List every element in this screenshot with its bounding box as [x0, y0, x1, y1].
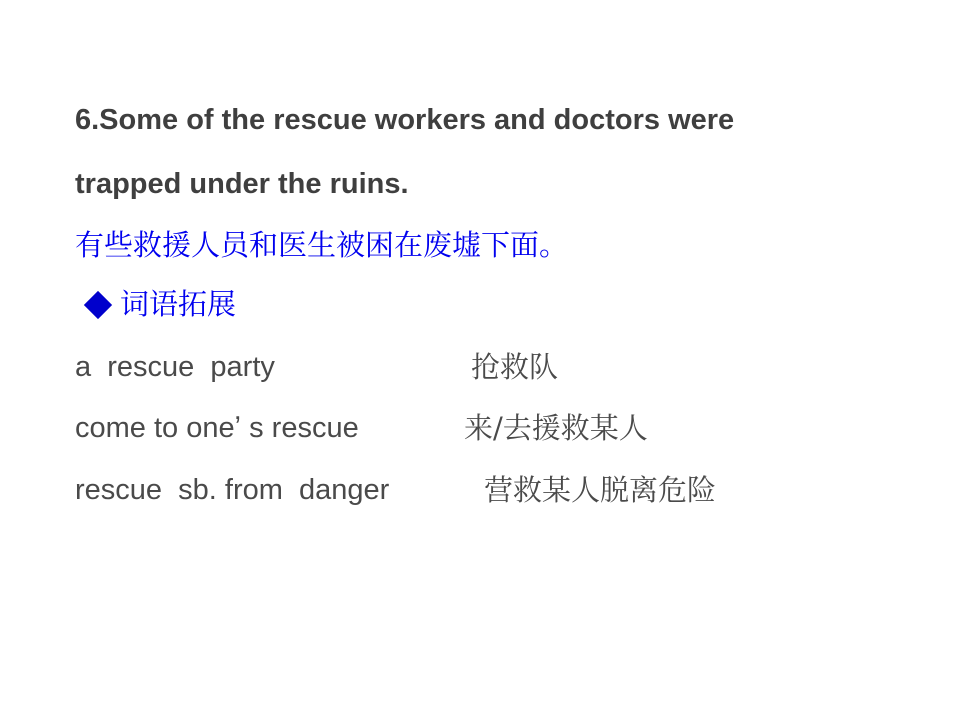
meaning-2: 来/去援救某人 — [464, 411, 648, 445]
diamond-icon — [84, 290, 112, 318]
expansion-heading-label: 词语拓展 — [120, 287, 237, 321]
phrase-2: come to oneʼ s rescue — [75, 412, 359, 444]
meaning-1: 抢救队 — [471, 350, 559, 384]
expansion-heading — [84, 287, 237, 321]
sentence-line-2: trapped under the ruins. — [75, 168, 409, 200]
phrase-3: rescue sb. from danger — [75, 474, 390, 506]
sentence-line-1: 6.Some of the rescue workers and doctors were — [75, 104, 735, 136]
sentence-translation: 有些救援人员和医生被困在废墟下面。 — [75, 228, 569, 262]
phrase-1: a rescue party — [75, 351, 275, 383]
meaning-3: 营救某人脱离危险 — [484, 473, 717, 507]
